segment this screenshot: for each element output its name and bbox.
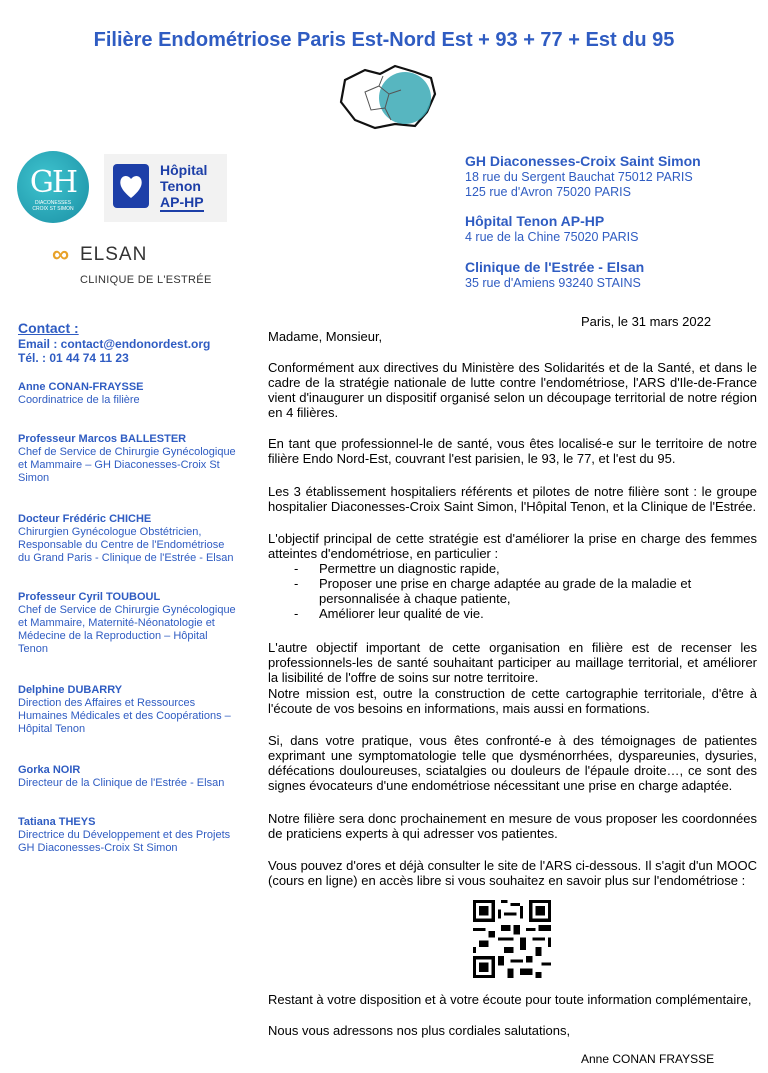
person-entry: Professeur Cyril TOUBOUL Chef de Service de Chirurgie Gynécologique et Mammaire, Maternité-Néonatologie et Médecine de la Reproduction – Hôpital Tenon [18,591,236,655]
paragraph: Notre filière sera donc prochainement en mesure de vous proposer les coordonnées de praticiens experts à qui adresser vos patientes. [268,811,757,841]
signature: Anne CONAN FRAYSSE [581,1052,715,1066]
paragraph: Si, dans votre pratique, vous êtes confronté-e à des témoignages de patientes exprimant une symptomatologie telle que dysménorrhées, dyspareunies, dysuries, défécations douloureuses, sciatalgies ou douleurs de l'épaule droite…, ce sont des signes évocateurs d'une endométriose nécessitant une prise en charge adaptée. [268,733,757,793]
paragraph: Vous pouvez d'ores et déjà consulter le site de l'ARS ci-dessous. Il s'agit d'un MOOC (cours en ligne) en accès libre si vous souhaitez en savoir plus sur l'endométriose : [268,858,757,888]
list-item: - Permettre un diagnostic rapide, [294,561,500,576]
paragraph: Notre mission est, outre la construction de cette cartographie territoriale, d'être à l'écoute de vos besoins en informations, mais aussi en formations. [268,686,757,716]
list-item: - Améliorer leur qualité de vie. [294,606,484,621]
hopital-tenon-logo: Hôpital Tenon AP-HP [104,154,227,222]
bullet-list [268,561,757,621]
elsan-logo: ∞ ELSAN CLINIQUE DE L'ESTRÉE [52,241,212,286]
letter-date: Paris, le 31 mars 2022 [581,314,712,329]
contact-email[interactable]: Email : contact@endonordest.org [18,337,211,351]
address-block-tenon: Hôpital Tenon AP-HP 4 rue de la Chine 75020 PARIS [465,213,639,244]
paragraph: L'objectif principal de cette stratégie est d'améliorer la prise en charge des femmes atteintes d'endométriose, en particulier : [268,531,757,561]
person-entry: Anne CONAN-FRAYSSE Coordinatrice de la filière [18,381,144,406]
paragraph: L'autre objectif important de cette organisation en filière est de recenser les professionnels-les de santé souhaitant participer au maillage territorial, et améliorer la lisibilité de l'offre de soins sur notre territoire. [268,640,757,685]
paragraph: Nous vous adressons nos plus cordiales salutations, [268,1023,571,1038]
paragraph: En tant que professionnel-le de santé, vous êtes localisé-e sur le territoire de notre filière Endo Nord-Est, couvrant l'est parisien, le 93, le 77, et l'est du 95. [268,436,757,466]
contact-heading: Contact : [18,320,79,336]
salutation: Madame, Monsieur, [268,329,383,344]
gh-diaconesses-logo: GH DIACONESSES CROIX ST SIMON [17,151,89,223]
contact-phone[interactable]: Tél. : 01 44 74 11 23 [18,351,129,365]
heart-icon [113,164,149,208]
address-block-gh: GH Diaconesses-Croix Saint Simon 18 rue du Sergent Bauchat 75012 PARIS 125 rue d'Avron 75020 PARIS [465,153,701,199]
elsan-mark-icon: ∞ [52,241,70,268]
paragraph: Les 3 établissement hospitaliers référents et pilotes de notre filière sont : le groupe hospitalier Diaconesses-Croix Saint Simon, l'Hôpital Tenon, et la Clinique de l'Estrée. [268,484,757,514]
person-entry: Gorka NOIR Directeur de la Clinique de l'Estrée - Elsan [18,764,225,789]
paragraph: Conformément aux directives du Ministère des Solidarités et de la Santé, et dans le cadre de la stratégie nationale de lutte contre l'endométriose, l'ARS d'Ile-de-France vient d'inaugurer un dispositif organisé selon un découpage territorial de notre région en 4 filières. [268,360,757,420]
qr-code[interactable] [472,900,552,978]
person-entry: Professeur Marcos BALLESTER Chef de Service de Chirurgie Gynécologique et Mammaire – GH Diaconesses-Croix St Simon [18,433,236,484]
list-item: - Proposer une prise en charge adaptée au grade de la maladie et personnalisée à chaque patiente, [294,576,692,606]
person-entry: Tatiana THEYS Directrice du Développement et des Projets GH Diaconesses-Croix St Simon [18,816,231,854]
page-title: Filière Endométriose Paris Est-Nord Est + 93 + 77 + Est du 95 [93,29,675,51]
paragraph: Restant à votre disposition et à votre écoute pour toute information complémentaire, [268,992,752,1007]
territory-map-logo [335,62,443,132]
person-entry: Delphine DUBARRY Direction des Affaires et Ressources Humaines Médicales et des Coopérations – Hôpital Tenon [18,684,231,735]
person-entry: Docteur Frédéric CHICHE Chirurgien Gynécologue Obstétricien, Responsable du Centre de l'Endométriose du Grand Paris - Clinique de l'Estrée - Elsan [18,513,234,564]
address-block-estree: Clinique de l'Estrée - Elsan 35 rue d'Amiens 93240 STAINS [465,259,645,290]
